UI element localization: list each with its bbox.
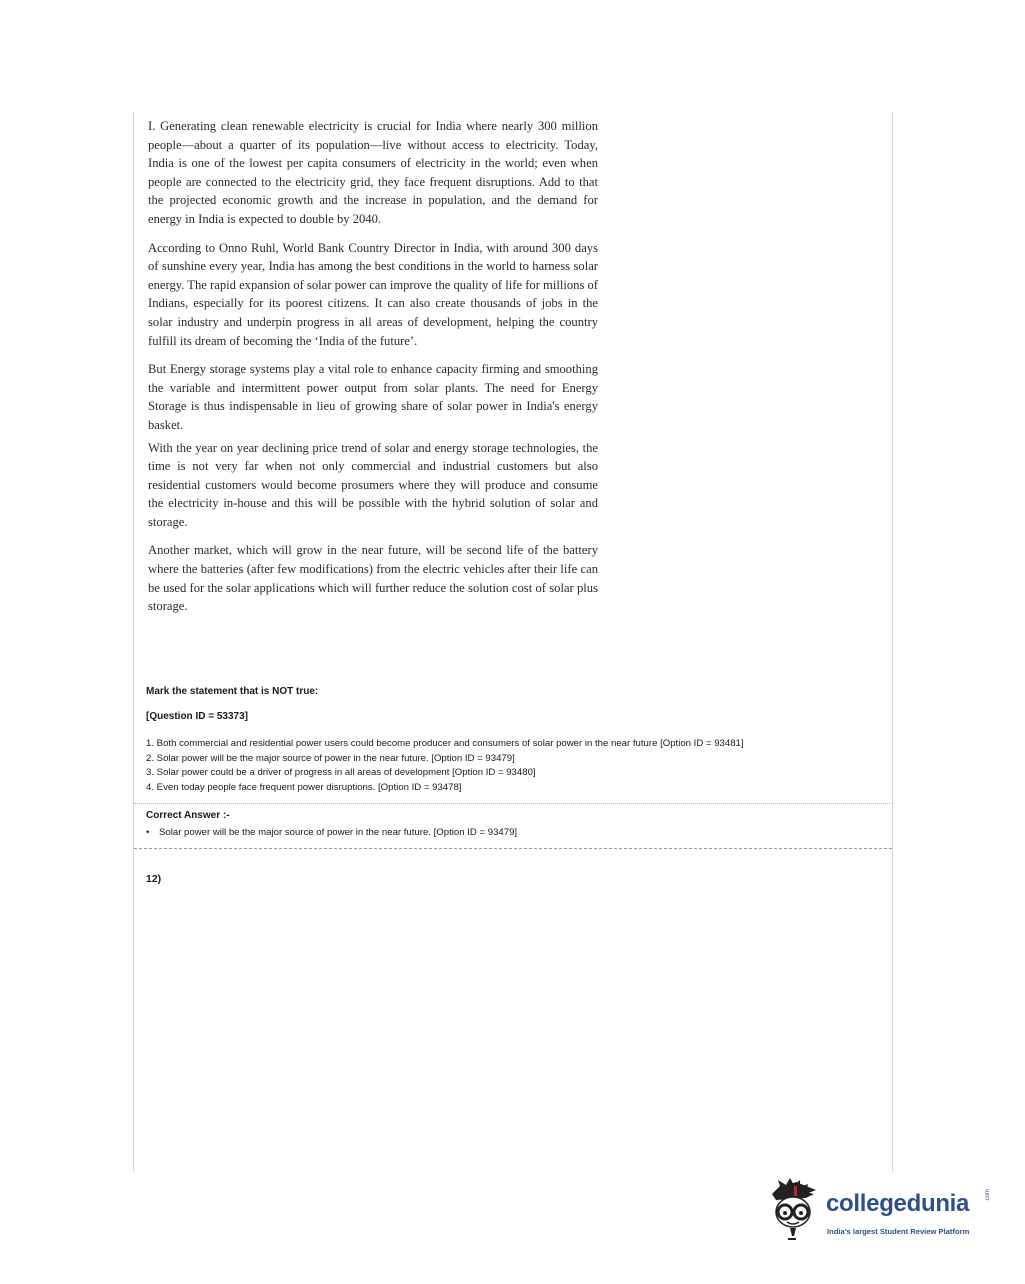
bullet-icon: • <box>146 827 150 838</box>
option-item: 1. Both commercial and residential power users could become producer and consumers of solar power in the near future [Option ID = 93481] <box>146 738 744 749</box>
correct-answer <box>146 827 517 838</box>
passage-paragraph: I. Generating clean renewable electricity is crucial for India where nearly 300 million people—about a quarter of its population—live without access to electricity. Today, India is one of the lowest per capita consumers of electricity in the world; even when people are connected to the electricity grid, they face frequent disruptions. Add to that the projected economic growth and the increase in population, and the demand for energy in India is expected to double by 2040. <box>148 119 598 226</box>
option-item: 2. Solar power will be the major source of power in the near future. [Option ID = 93479] <box>146 752 515 764</box>
page-border-right <box>892 112 893 1172</box>
correct-answer-label: Correct Answer :- <box>146 810 230 821</box>
correct-answer-text: Solar power will be the major source of power in the near future. [Option ID = 93479] <box>159 827 518 838</box>
passage-paragraph: According to Onno Ruhl, World Bank Country Director in India, with around 300 days of sunshine every year, India has among the best conditions in the world to harness solar energy. The rapid expansion of solar power can improve the quality of life for millions of Indians, especially for its poorest citizens. It can also create thousands of jobs in the solar industry and underpin progress in all areas of development, helping the country fulfill its dream of becoming the ‘India of the future’. <box>148 240 598 348</box>
logo-wordmark: collegedunia <box>826 1190 970 1217</box>
option-item: 3. Solar power could be a driver of progress in all areas of development [Option ID = 93480] <box>146 767 536 779</box>
collegedunia-logo <box>766 1176 996 1246</box>
section-divider <box>134 803 892 804</box>
question-divider <box>134 848 892 849</box>
passage-paragraph: With the year on year declining price trend of solar and energy storage technologies, the time is not very far when not only commercial and industrial customers but also residential customers would become prosumers where they will produce and consume the electricity in-house and this will be possible with the hybrid solution of solar and storage. <box>148 440 598 529</box>
option-list <box>146 737 744 795</box>
page-border-left <box>133 112 134 1172</box>
question-prompt: Mark the statement that is NOT true: <box>146 686 319 697</box>
passage-paragraph: But Energy storage systems play a vital role to enhance capacity firming and smoothing the variable and intermittent power output from solar plants. The need for Energy Storage is thus indispensable in lieu of growing share of solar power in India's energy basket. <box>148 362 598 432</box>
option-item: 4. Even today people face frequent power disruptions. [Option ID = 93478] <box>146 781 462 793</box>
logo-tagline: India's largest Student Review Platform <box>827 1227 970 1236</box>
reading-passage <box>148 117 598 626</box>
mascot-icon <box>766 1176 826 1246</box>
question-id: [Question ID = 53373] <box>146 711 248 722</box>
passage-paragraph: Another market, which will grow in the near future, will be second life of the battery where the batteries (after few modifications) from the electric vehicles after their life can be used for the solar applications which will further reduce the solution cost of solar plus storage. <box>148 543 598 614</box>
next-question-number: 12) <box>146 873 162 885</box>
logo-domain-suffix: .com <box>985 1188 991 1202</box>
